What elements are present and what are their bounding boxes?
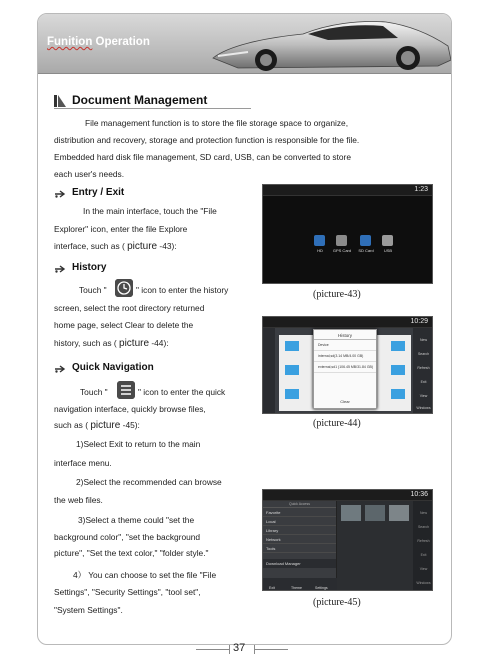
history-line-2: home page, select Clear to delete the — [54, 320, 194, 330]
menu-item[interactable]: Favorite — [263, 508, 336, 517]
step-1-line-1: 1)Select Exit to return to the main — [76, 439, 201, 449]
step-3-line-2: background color", "set the background — [54, 532, 201, 542]
arrow-bullet-icon — [55, 190, 67, 198]
menu-item[interactable]: Tools — [263, 544, 336, 553]
screenshot-picture-43 — [262, 184, 433, 284]
history-item[interactable]: Device — [314, 340, 376, 351]
history-item[interactable]: external,sd1 (106.45 MB/31.84 GB) — [314, 362, 376, 373]
quicknav-line-2: navigation interface, quickly browse files, — [54, 404, 206, 414]
history-touch: Touch " — [79, 285, 107, 295]
status-bar: 1:23 — [263, 185, 432, 196]
menu-item[interactable]: Download Manager — [263, 559, 336, 568]
quick-bottom-bar — [263, 578, 337, 591]
right-toolbar: New Search Refresh Exit View Windows — [413, 328, 433, 414]
history-heading: History — [72, 262, 107, 273]
step-3-line-1: 3)Select a theme could "set the — [78, 515, 195, 525]
section-title — [54, 94, 251, 109]
sports-car-image — [208, 16, 452, 72]
folder-icon — [391, 389, 405, 399]
step-4-line-1: 4） You can choose to set the file "File — [73, 570, 217, 580]
history-dialog-title: History — [314, 330, 376, 340]
quick-navigation-heading: Quick Navigation — [72, 362, 154, 373]
arrow-bullet-icon — [55, 365, 67, 373]
status-bar: 10:36 — [263, 490, 432, 501]
drive-icon — [382, 235, 393, 246]
thumbnail-grid — [341, 505, 411, 545]
thumbnail — [341, 505, 361, 521]
footer-tick-left — [229, 645, 230, 654]
menu-item[interactable]: Network — [263, 535, 336, 544]
intro-line-4: each user's needs. — [54, 169, 125, 179]
menu-item[interactable]: Local — [263, 517, 336, 526]
menu-item[interactable]: Library — [263, 526, 336, 535]
footer-rule-right — [254, 649, 288, 650]
step-2-line-1: 2)Select the recommended can browse — [76, 477, 222, 487]
drive-item: HD — [311, 235, 329, 253]
right-toolbar: New Search Refresh Exit View Windows — [413, 501, 433, 591]
history-ref: history, such as ( picture -44): — [54, 338, 169, 349]
header-title: Funition Operation — [47, 36, 150, 48]
drive-item: USB — [379, 235, 397, 253]
quicknav-ref: such as ( picture -45): — [54, 420, 140, 431]
folder-icon — [391, 365, 405, 375]
clear-button[interactable]: Clear — [340, 399, 350, 404]
exit-button[interactable]: Exit — [269, 586, 275, 590]
history-line-1: screen, select the root directory returned — [54, 303, 205, 313]
drive-item: GPS Card — [331, 235, 353, 253]
history-dialog — [313, 329, 377, 409]
folder-icon — [391, 341, 405, 351]
step-4-line-3: "System Settings". — [54, 605, 123, 615]
intro-line-1: File management function is to store the file storage space to organize, — [85, 118, 349, 128]
theme-button[interactable]: Theme — [291, 586, 302, 590]
history-item[interactable]: internal,sd(3.14 MB/4.00 GB) — [314, 351, 376, 362]
drive-list — [311, 235, 401, 259]
step-4-line-2: Settings", "Security Settings", "tool set", — [54, 587, 201, 597]
step-3-line-3: picture", "Set the text color," "folder style." — [54, 548, 209, 558]
quicknav-touch: Touch " — [80, 387, 108, 397]
folder-icon — [285, 341, 299, 351]
drive-icon — [336, 235, 347, 246]
entry-ref: interface, such as ( picture -43): — [54, 241, 177, 252]
drive-icon — [360, 235, 371, 246]
entry-line-2: Explorer" icon, enter the file Explore — [54, 224, 188, 234]
caption-picture-45: (picture-45) — [313, 597, 361, 608]
intro-line-2: distribution and recovery, storage and protection function is responsible for the file. — [54, 135, 360, 145]
folder-icon — [285, 365, 299, 375]
arrow-bullet-icon — [55, 265, 67, 273]
thumbnail — [389, 505, 409, 521]
left-toolbar — [263, 328, 275, 414]
settings-button[interactable]: Settings — [315, 586, 328, 590]
step-2-line-2: the web files. — [54, 495, 103, 505]
footer-rule-left — [196, 649, 230, 650]
status-bar: 10:29 — [263, 317, 432, 328]
entry-line-1: In the main interface, touch the "File — [83, 206, 217, 216]
caption-picture-44: (picture-44) — [313, 418, 361, 429]
screenshot-picture-45 — [262, 489, 433, 591]
step-1-line-2: interface menu. — [54, 458, 112, 468]
caption-picture-43: (picture-43) — [313, 289, 361, 300]
menu-icon — [117, 381, 135, 399]
entry-heading: Entry / Exit — [72, 187, 125, 198]
quick-access-menu: Quick Access Favorite Local Library Network Tools Download Manager Exit Theme Settings — [263, 501, 337, 591]
thumbnail — [365, 505, 385, 521]
section-title-text: Document Management — [72, 93, 208, 107]
section-marker-icon — [54, 95, 67, 107]
drive-item: SD Card — [355, 235, 377, 253]
history-after-icon: " icon to enter the history — [136, 285, 229, 295]
intro-line-3: Embedded hard disk file management, SD card, USB, can be converted to store — [54, 152, 352, 162]
clock-icon — [115, 279, 133, 297]
drive-icon — [314, 235, 325, 246]
quicknav-after-icon: " icon to enter the quick — [138, 387, 226, 397]
header-band — [38, 14, 452, 74]
screenshot-picture-44 — [262, 316, 433, 414]
page-number: 37 — [233, 642, 246, 654]
footer-tick-right — [254, 645, 255, 654]
folder-icon — [285, 389, 299, 399]
